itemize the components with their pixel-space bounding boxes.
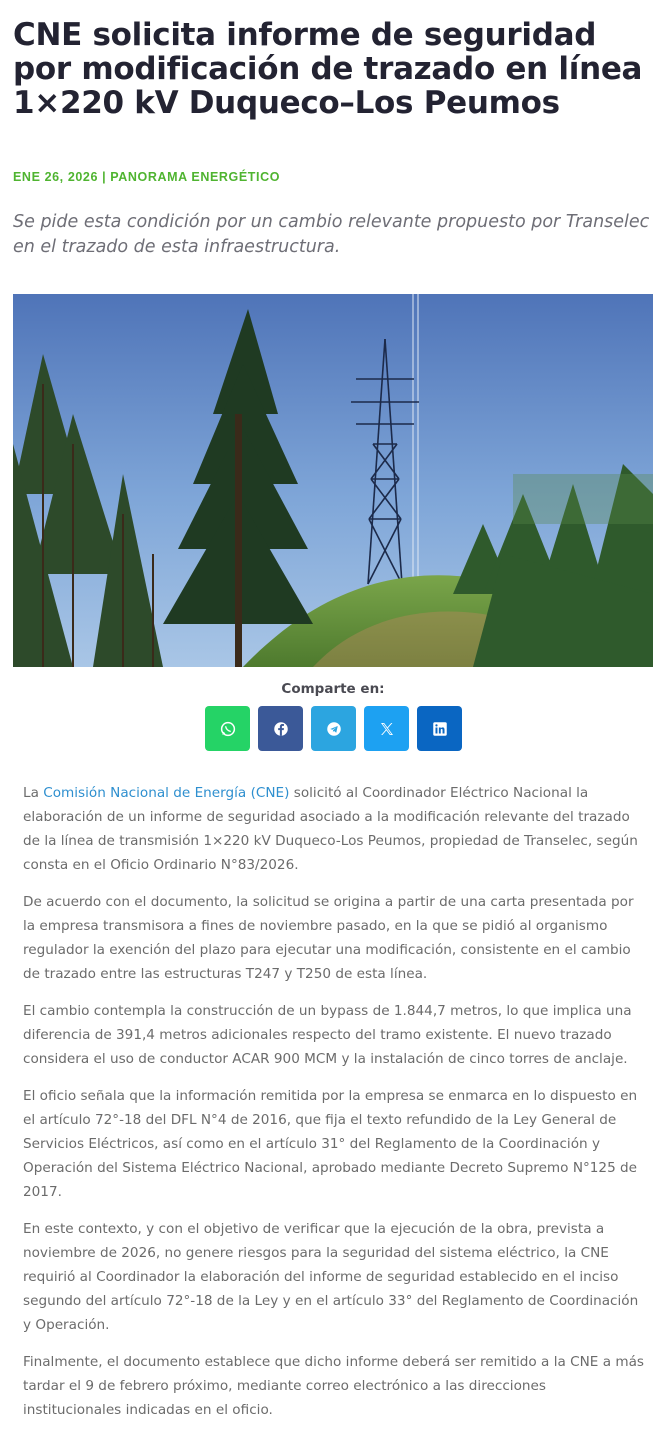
transmission-tower-photo [13, 294, 653, 667]
facebook-icon [272, 720, 290, 738]
telegram-icon [325, 720, 343, 738]
article-body [23, 781, 648, 1435]
cne-link[interactable]: Comisión Nacional de Energía (CNE) [43, 785, 290, 801]
share-telegram-button[interactable] [311, 706, 356, 751]
whatsapp-icon [219, 720, 237, 738]
share-linkedin-button[interactable] [417, 706, 462, 751]
article-lead: Se pide esta condición por un cambio relevante propuesto por Transelec en el trazado de esta infraestructura. [13, 212, 650, 257]
share-title: Comparte en: [281, 681, 385, 697]
category-link[interactable]: PANORAMA ENERGÉTICO [110, 170, 281, 184]
x-icon [378, 720, 396, 738]
share-buttons [205, 706, 462, 751]
share-x-button[interactable] [364, 706, 409, 751]
share-facebook-button[interactable] [258, 706, 303, 751]
body-paragraph-2: De acuerdo con el documento, la solicitud se origina a partir de una carta presentada por la empresa transmisora a fines de noviembre pasado, en la que se pidió al organismo regulador la exención del plazo para ejecutar una modificación, consistente en el cambio de trazado entre las estructuras T247 y T250 de esta línea. [23, 894, 634, 982]
article-title: CNE solicita informe de seguridad por modificación de trazado en línea 1×220 kV Duqueco–Los Peumos [13, 17, 643, 121]
body-paragraph-1: La Comisión Nacional de Energía (CNE) solicitó al Coordinador Eléctrico Nacional la elaboración de un informe de seguridad asociado a la modificación relevante del trazado de la línea de transmisión 1×220 kV Duqueco-Los Peumos, propiedad de Transelec, según consta en el Oficio Ordinario N°83/2026. [23, 785, 638, 873]
body-paragraph-4: El oficio señala que la información remitida por la empresa se enmarca en lo dispuesto en el artículo 72°-18 del DFL N°4 de 2016, que fija el texto refundido de la Ley General de Servicios Eléctricos, así como en el artículo 31° del Reglamento de la Coordinación y Operación del Sistema Eléctrico Nacional, aprobado mediante Decreto Supremo N°125 de 2017. [23, 1088, 638, 1200]
body-paragraph-5: En este contexto, y con el objetivo de verificar que la ejecución de la obra, prevista a noviembre de 2026, no genere riesgos para la seguridad del sistema eléctrico, la CNE requirió al Coordinador la elaboración del informe de seguridad establecido en el inciso segundo del artículo 72°-18 de la Ley y en el artículo 33° del Reglamento de Coordinación y Operación. [23, 1221, 639, 1333]
article-date: ENE 26, 2026 [13, 170, 99, 184]
article-hero-image [13, 294, 653, 667]
share-whatsapp-button[interactable] [205, 706, 250, 751]
linkedin-icon [431, 720, 449, 738]
body-paragraph-3: El cambio contempla la construcción de un bypass de 1.844,7 metros, lo que implica una diferencia de 391,4 metros adicionales respecto del tramo existente. El nuevo trazado considera el uso de conductor ACAR 900 MCM y la instalación de cinco torres de anclaje. [23, 1003, 632, 1067]
article-meta [13, 170, 280, 184]
body-paragraph-6: Finalmente, el documento establece que dicho informe deberá ser remitido a la CNE a más tardar el 9 de febrero próximo, mediante correo electrónico a las direcciones institucionales indicadas en el oficio. [23, 1354, 645, 1418]
meta-separator: | [98, 170, 111, 184]
